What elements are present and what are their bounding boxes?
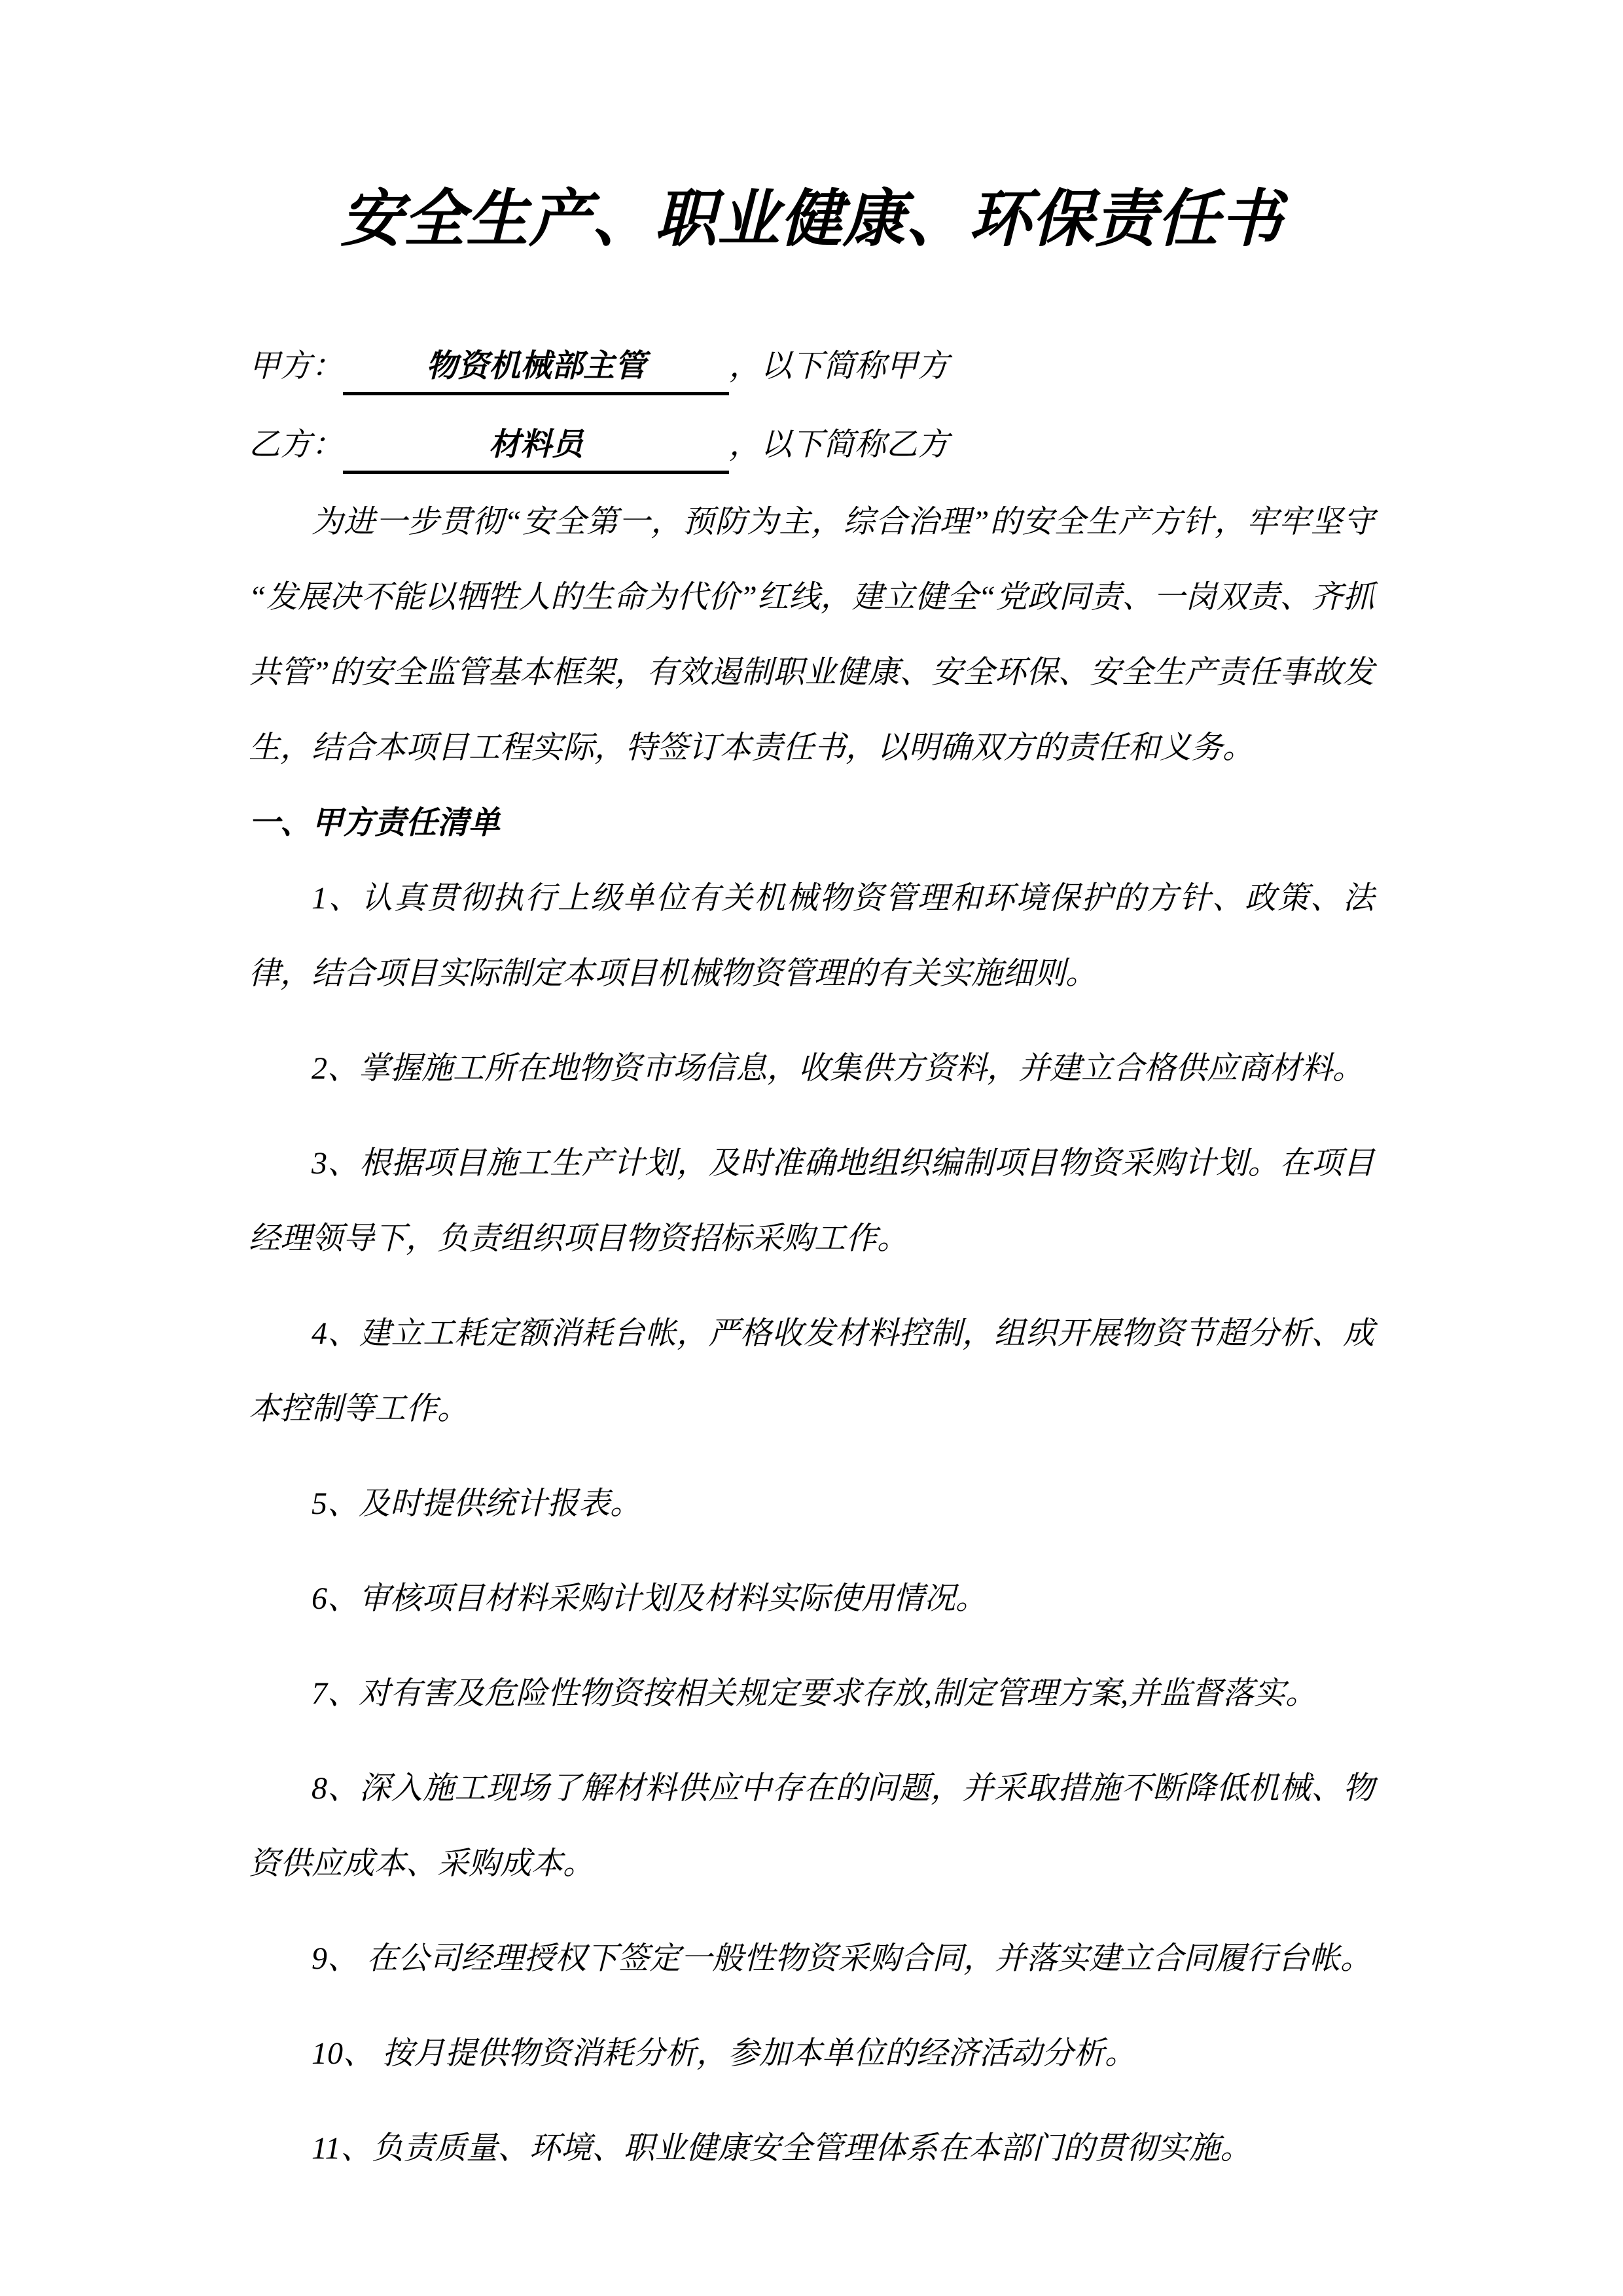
list-item-2: 2、掌握施工所在地物资市场信息，收集供方资料，并建立合格供应商材料。 [312, 1051, 1364, 1086]
party-a-row [249, 327, 1374, 406]
list-item-10: 10、 按月提供物资消耗分析，参加本单位的经济活动分析。 [312, 2036, 1137, 2071]
list-item-8: 8、深入施工现场了解材料供应中存在的问题，并采取措施不断降低机械、物资供应成本、采购成本。 [249, 1771, 1374, 1881]
list-item-5: 5、及时提供统计报表。 [312, 1486, 642, 1521]
list-item-9: 9、 在公司经理授权下签定一般性物资采购合同，并落实建立合同履行台帐。 [312, 1941, 1372, 1976]
document-title: 安全生产、职业健康、环保责任书 [340, 185, 1283, 254]
party-a-label: 甲方： [249, 349, 344, 384]
list-item-7: 7、对有害及危险性物资按相关规定要求存放,制定管理方案,并监督落实。 [312, 1676, 1317, 1711]
intro-paragraph: 为进一步贯彻“安全第一，预防为主，综合治理”的安全生产方针，牢牢坚守“发展决不能以牺牲人的生命为代价”红线，建立健全“党政同责、一岗双责、齐抓共管”的安全监管基本框架，有效遏制职业健康、安全环保、安全生产责任事故发生，结合本项目工程实际，特签订本责任书，以明确双方的责任和义务。 [249, 505, 1374, 765]
party-b-suffix: ，以下简称乙方 [729, 427, 950, 462]
party-b-label: 乙方： [249, 427, 344, 462]
list-item-1: 1、认真贯彻执行上级单位有关机械物资管理和环境保护的方针、政策、法律，结合项目实际制定本项目机械物资管理的有关实施细则。 [249, 881, 1374, 991]
list-item-4: 4、建立工耗定额消耗台帐，严格收发材料控制，组织开展物资节超分析、成本控制等工作。 [249, 1316, 1374, 1426]
party-b-row [249, 406, 1374, 484]
party-a-blank-field[interactable]: 物资机械部主管 [343, 344, 729, 395]
list-item-6: 6、审核项目材料采购计划及材料实际使用情况。 [312, 1581, 988, 1616]
list-item-11: 11、负责质量、环境、职业健康安全管理体系在本部门的贯彻实施。 [312, 2131, 1252, 2166]
list-item-3: 3、根据项目施工生产计划，及时准确地组织编制项目物资采购计划。在项目经理领导下，负责组织项目物资招标采购工作。 [249, 1146, 1374, 1256]
section-heading-party-a-responsibilities: 一、甲方责任清单 [249, 806, 501, 840]
party-a-suffix: ，以下简称甲方 [729, 349, 950, 384]
party-b-blank-field[interactable]: 材料员 [343, 422, 729, 474]
